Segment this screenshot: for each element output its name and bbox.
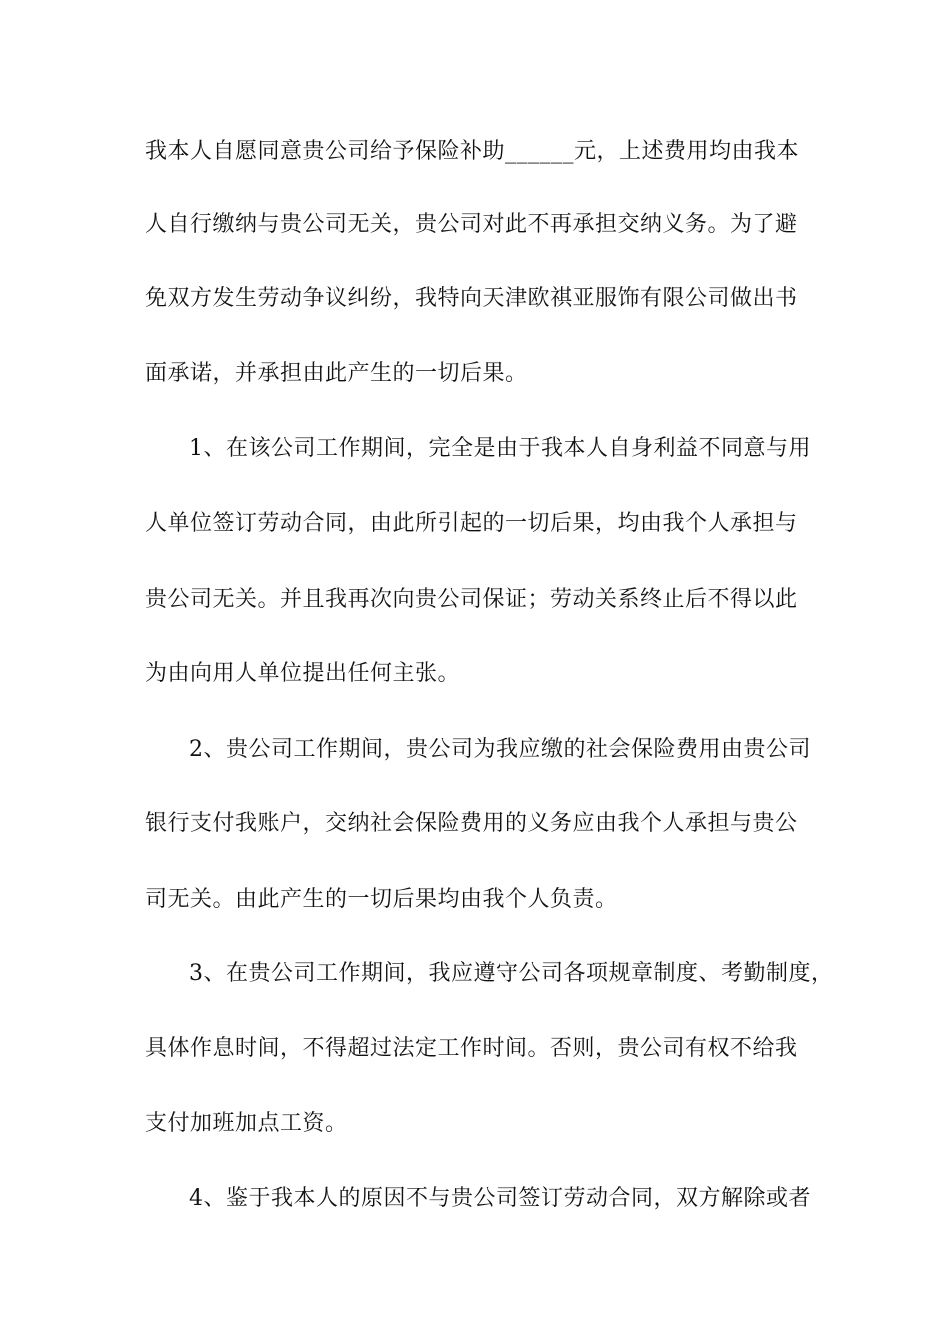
text-line: 人单位签订劳动合同，由此所引起的一切后果，均由我个人承担与: [145, 511, 798, 536]
numbered-item-2: 2、贵公司工作期间，贵公司为我应缴的社会保险费用由贵公司: [189, 737, 811, 762]
text-line: 面承诺，并承担由此产生的一切后果。: [145, 361, 528, 386]
text-line: 人自行缴纳与贵公司无关，贵公司对此不再承担交纳义务。为了避: [145, 212, 798, 237]
text-line: 银行支付我账户，交纳社会保险费用的义务应由我个人承担与贵公: [145, 811, 798, 836]
text-line: 司无关。由此产生的一切后果均由我个人负责。: [145, 887, 618, 912]
numbered-item-1: 1、在该公司工作期间，完全是由于我本人自身利益不同意与用: [189, 436, 811, 461]
text-line: 支付加班加点工资。: [145, 1111, 348, 1136]
numbered-item-4: 4、鉴于我本人的原因不与贵公司签订劳动合同，双方解除或者: [189, 1186, 811, 1211]
text-line: 贵公司无关。并且我再次向贵公司保证；劳动关系终止后不得以此: [145, 587, 798, 612]
text-line: 我本人自愿同意贵公司给予保险补助______元，上述费用均由我本: [145, 139, 800, 164]
text-line: 具体作息时间，不得超过法定工作时间。否则，贵公司有权不给我: [145, 1036, 798, 1061]
text-line: 免双方发生劳动争议纠纷，我特向天津欧祺亚服饰有限公司做出书: [145, 286, 798, 311]
numbered-item-3: 3、在贵公司工作期间，我应遵守公司各项规章制度、考勤制度，: [189, 961, 834, 986]
text-line: 为由向用人单位提出任何主张。: [145, 661, 461, 686]
